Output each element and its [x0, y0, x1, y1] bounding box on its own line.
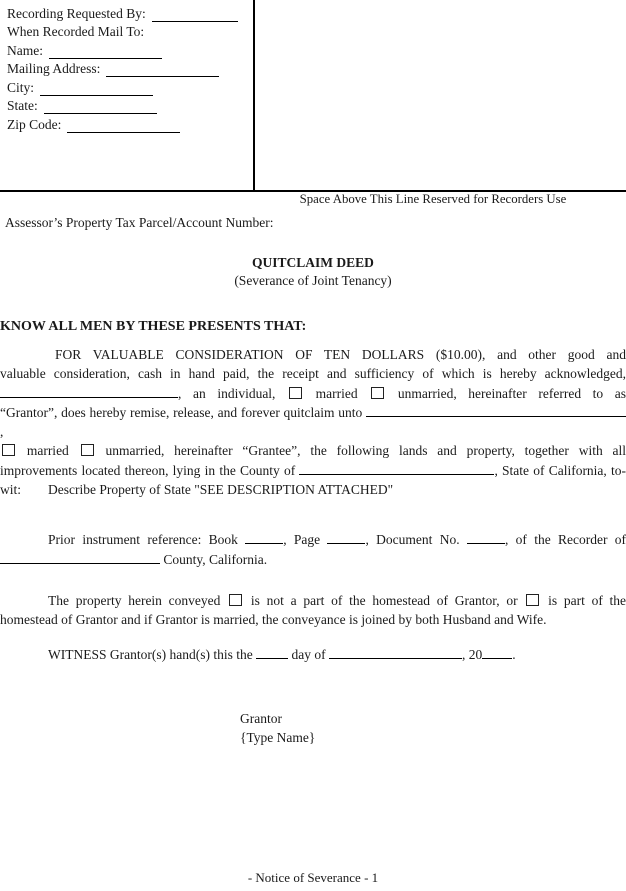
- day-blank[interactable]: [256, 645, 288, 659]
- text-segment: is part of the: [548, 593, 626, 608]
- text-segment: unmarried, hereinafter “Grantee”, the following lands and property, together with all: [105, 442, 626, 458]
- recorder-county-blank[interactable]: [0, 550, 160, 564]
- mailing-address-blank[interactable]: [106, 63, 219, 77]
- name-blank[interactable]: [49, 45, 162, 59]
- paragraph-line-3: [0, 384, 626, 404]
- text-segment: day of: [291, 647, 326, 662]
- checkbox-grantee-unmarried[interactable]: [81, 444, 94, 456]
- homestead-line-2: [0, 611, 626, 630]
- text-segment: homestead of Grantor and if Grantor is married, the conveyance is joined by both Husband and Wife.: [0, 611, 547, 627]
- checkbox-is-homestead[interactable]: [526, 594, 539, 606]
- type-name-placeholder: {Type Name}: [240, 729, 316, 745]
- homestead-line-1: [0, 592, 626, 611]
- presents-heading: KNOW ALL MEN BY THESE PRESENTS THAT:: [0, 319, 307, 334]
- city-label: City:: [7, 79, 35, 95]
- recording-requested-by-blank[interactable]: [152, 8, 238, 22]
- text-segment: valuable consideration, cash in hand paid, the receipt and sufficiency of which is hereby acknowledged,: [0, 365, 626, 381]
- zip-code-label: Zip Code:: [7, 116, 62, 132]
- state-blank[interactable]: [44, 100, 157, 114]
- text-segment: ,: [0, 424, 4, 440]
- grantee-name-blank[interactable]: [366, 403, 626, 417]
- text-segment: , State of California, to-: [494, 462, 626, 478]
- mailing-address-row: [7, 59, 247, 78]
- consideration-paragraph: [0, 346, 626, 499]
- signature-block: [240, 710, 315, 747]
- text-segment: , Page: [283, 532, 321, 547]
- when-recorded-mail-to-row: [7, 22, 247, 41]
- city-blank[interactable]: [40, 82, 153, 96]
- mailing-address-label: Mailing Address:: [7, 61, 101, 76]
- recording-requested-by-row: [7, 3, 247, 22]
- paragraph-line-4: [0, 403, 626, 442]
- when-recorded-mail-to-label: When Recorded Mail To:: [7, 24, 145, 39]
- describe-property-line: Describe Property of State "SEE DESCRIPTION ATTACHED": [48, 482, 394, 497]
- city-row: [7, 77, 247, 96]
- recorder-box-left-pane: [7, 3, 247, 133]
- page-blank[interactable]: [327, 530, 365, 544]
- state-row: [7, 96, 247, 115]
- text-segment: , of the Recorder of: [504, 532, 626, 547]
- recording-requested-by-label: Recording Requested By:: [7, 5, 146, 21]
- paragraph-line-2: [0, 365, 626, 384]
- homestead-paragraph: [0, 592, 626, 630]
- state-label: State:: [7, 98, 38, 113]
- checkbox-grantee-married[interactable]: [2, 444, 15, 456]
- grantee-married-label: married: [26, 442, 69, 458]
- page-footer: - Notice of Severance - 1: [247, 870, 379, 885]
- prior-instrument-line-2: [0, 550, 626, 570]
- document-no-blank[interactable]: [467, 530, 505, 544]
- recorder-space-note: Space Above This Line Reserved for Recorders Use: [299, 192, 567, 206]
- checkbox-grantor-unmarried[interactable]: [371, 387, 384, 399]
- text-segment: FOR VALUABLE CONSIDERATION OF TEN DOLLARS ($10.00), and other good and: [55, 347, 626, 362]
- county-blank[interactable]: [299, 461, 494, 475]
- paragraph-line-1: [0, 346, 626, 365]
- text-segment: improvements located thereon, lying in the County of: [0, 462, 296, 478]
- text-segment: wit:: [0, 481, 22, 497]
- text-segment: Prior instrument reference: Book: [48, 532, 238, 547]
- witness-line: [48, 645, 516, 665]
- prior-instrument-line-1: [0, 530, 626, 550]
- text-segment: is not a part of the homestead of Grantor, or: [250, 593, 518, 608]
- text-segment: , 20: [461, 647, 483, 662]
- checkbox-grantor-married[interactable]: [289, 387, 302, 399]
- grantor-name-blank[interactable]: [0, 384, 178, 398]
- paragraph-line-6: [0, 461, 626, 481]
- text-segment: County, California.: [163, 551, 268, 567]
- assessor-parcel-number-label: Assessor’s Property Tax Parcel/Account Number:: [5, 215, 274, 230]
- text-segment: , an individual,: [178, 385, 276, 401]
- prior-instrument-paragraph: [0, 530, 626, 570]
- name-row: [7, 40, 247, 59]
- text-segment: The property herein conveyed: [48, 593, 221, 608]
- month-blank[interactable]: [329, 645, 462, 659]
- recorder-info-box: [0, 0, 626, 192]
- zip-code-row: [7, 114, 247, 133]
- grantor-married-label: married: [315, 385, 358, 401]
- zip-code-blank[interactable]: [67, 119, 180, 133]
- text-segment: WITNESS Grantor(s) hand(s) this the: [48, 647, 253, 662]
- year-blank[interactable]: [482, 645, 512, 659]
- text-segment: .: [512, 647, 516, 662]
- document-subtitle: (Severance of Joint Tenancy): [234, 273, 392, 288]
- text-segment: “Grantor”, does hereby remise, release, and forever quitclaim unto: [0, 405, 363, 421]
- recorder-box-vertical-divider: [253, 0, 255, 190]
- document-title: QUITCLAIM DEED: [252, 255, 374, 270]
- text-segment: unmarried, hereinafter referred to as: [397, 385, 626, 401]
- name-label: Name:: [7, 42, 43, 58]
- checkbox-not-homestead[interactable]: [229, 594, 242, 606]
- paragraph-line-5: [0, 442, 626, 461]
- book-blank[interactable]: [245, 530, 283, 544]
- text-segment: , Document No.: [365, 532, 460, 547]
- grantor-label: Grantor: [240, 711, 282, 726]
